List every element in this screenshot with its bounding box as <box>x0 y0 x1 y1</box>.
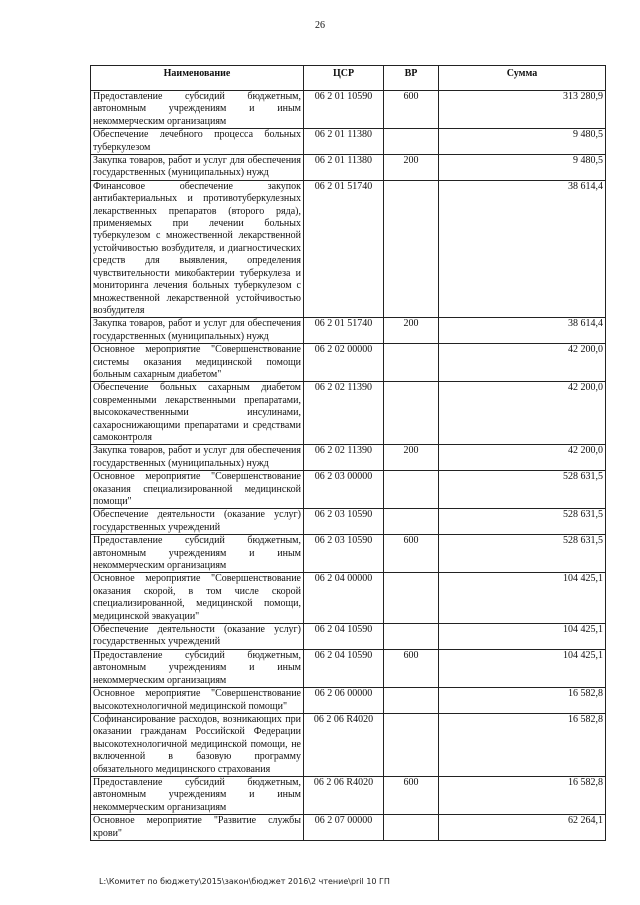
cell-csr: 06 2 07 00000 <box>304 815 384 841</box>
table-row <box>91 713 606 776</box>
table-row <box>91 445 606 471</box>
cell-csr: 06 2 01 51740 <box>304 180 384 317</box>
cell-csr: 06 2 06 R4020 <box>304 776 384 814</box>
table-body <box>91 91 606 841</box>
cell-vr <box>384 382 439 445</box>
cell-vr: 600 <box>384 649 439 687</box>
cell-vr: 600 <box>384 91 439 129</box>
cell-sum: 528 631,5 <box>439 535 606 573</box>
header-vr: ВР <box>384 66 439 91</box>
cell-sum: 104 425,1 <box>439 573 606 624</box>
cell-vr <box>384 129 439 155</box>
table-row <box>91 382 606 445</box>
cell-sum: 62 264,1 <box>439 815 606 841</box>
cell-name: Закупка товаров, работ и услуг для обеспечения государственных (муниципальных) нужд <box>91 318 304 344</box>
cell-csr: 06 2 02 11390 <box>304 445 384 471</box>
cell-sum: 16 582,8 <box>439 776 606 814</box>
table-header-row <box>91 66 606 91</box>
cell-csr: 06 2 01 11380 <box>304 155 384 181</box>
cell-vr <box>384 815 439 841</box>
cell-vr <box>384 180 439 317</box>
cell-sum: 9 480,5 <box>439 129 606 155</box>
table-row <box>91 624 606 650</box>
cell-sum: 9 480,5 <box>439 155 606 181</box>
cell-vr <box>384 688 439 714</box>
cell-name: Основное мероприятие "Развитие службы крови" <box>91 815 304 841</box>
page-number: 26 <box>315 20 325 31</box>
cell-csr: 06 2 01 51740 <box>304 318 384 344</box>
table-row <box>91 573 606 624</box>
cell-name: Обеспечение деятельности (оказание услуг) государственных учреждений <box>91 509 304 535</box>
table-row <box>91 91 606 129</box>
header-sum: Сумма <box>439 66 606 91</box>
header-name: Наименование <box>91 66 304 91</box>
cell-name: Предоставление субсидий бюджетным, автономным учреждениям и иным некоммерческим организациям <box>91 535 304 573</box>
cell-vr <box>384 713 439 776</box>
cell-name: Закупка товаров, работ и услуг для обеспечения государственных (муниципальных) нужд <box>91 155 304 181</box>
table-row <box>91 471 606 509</box>
cell-sum: 38 614,4 <box>439 180 606 317</box>
cell-vr: 200 <box>384 318 439 344</box>
cell-csr: 06 2 06 R4020 <box>304 713 384 776</box>
cell-sum: 104 425,1 <box>439 624 606 650</box>
cell-csr: 06 2 02 00000 <box>304 344 384 382</box>
cell-csr: 06 2 03 00000 <box>304 471 384 509</box>
cell-vr: 600 <box>384 535 439 573</box>
cell-sum: 16 582,8 <box>439 713 606 776</box>
table-row <box>91 318 606 344</box>
table-row <box>91 155 606 181</box>
cell-csr: 06 2 01 10590 <box>304 91 384 129</box>
cell-sum: 104 425,1 <box>439 649 606 687</box>
table-row <box>91 129 606 155</box>
cell-vr <box>384 344 439 382</box>
cell-name: Основное мероприятие "Совершенствование оказания скорой, в том числе скорой специализированной, медицинской помощи, медицинской эвакуации" <box>91 573 304 624</box>
table-row <box>91 180 606 317</box>
cell-sum: 528 631,5 <box>439 471 606 509</box>
cell-name: Основное мероприятие "Совершенствование оказания специализированной медицинской помощи" <box>91 471 304 509</box>
cell-sum: 42 200,0 <box>439 344 606 382</box>
table-row <box>91 688 606 714</box>
cell-name: Основное мероприятие "Совершенствование системы оказания медицинской помощи больным сахарным диабетом" <box>91 344 304 382</box>
cell-name: Предоставление субсидий бюджетным, автономным учреждениям и иным некоммерческим организациям <box>91 649 304 687</box>
cell-csr: 06 2 02 11390 <box>304 382 384 445</box>
cell-vr: 200 <box>384 445 439 471</box>
table-row <box>91 776 606 814</box>
cell-sum: 42 200,0 <box>439 445 606 471</box>
cell-name: Финансовое обеспечение закупок антибактериальных и противотуберкулезных лекарственных препаратов (второго ряда), применяемых при лечении больных туберкулезом с множественной лекарственной устойчивостью возбудителя, и диагностических средств для выявления, определения чувствительности микобактерии туберкулеза и мониторинга лечения больных туберкулезом с множественной лекарственной устойчивостью возбудителя <box>91 180 304 317</box>
cell-sum: 38 614,4 <box>439 318 606 344</box>
cell-vr <box>384 573 439 624</box>
budget-table <box>90 65 606 841</box>
cell-vr <box>384 509 439 535</box>
table-row <box>91 509 606 535</box>
cell-sum: 16 582,8 <box>439 688 606 714</box>
cell-name: Обеспечение больных сахарным диабетом современными лекарственными препаратами, высококачественными инсулинами, сахароснижающими препаратами и средствами самоконтроля <box>91 382 304 445</box>
cell-name: Основное мероприятие "Совершенствование высокотехнологичной медицинской помощи" <box>91 688 304 714</box>
cell-name: Закупка товаров, работ и услуг для обеспечения государственных (муниципальных) нужд <box>91 445 304 471</box>
cell-name: Предоставление субсидий бюджетным, автономным учреждениям и иным некоммерческим организациям <box>91 776 304 814</box>
cell-name: Обеспечение лечебного процесса больных туберкулезом <box>91 129 304 155</box>
header-csr: ЦСР <box>304 66 384 91</box>
cell-sum: 528 631,5 <box>439 509 606 535</box>
cell-csr: 06 2 04 10590 <box>304 624 384 650</box>
cell-csr: 06 2 06 00000 <box>304 688 384 714</box>
cell-name: Обеспечение деятельности (оказание услуг) государственных учреждений <box>91 624 304 650</box>
cell-csr: 06 2 03 10590 <box>304 509 384 535</box>
cell-csr: 06 2 04 10590 <box>304 649 384 687</box>
table-row <box>91 649 606 687</box>
table-row <box>91 344 606 382</box>
footer-file-path: L:\Комитет по бюджету\2015\закон\бюджет 2016\2 чтение\pril 10 ГП <box>99 877 390 886</box>
cell-vr: 200 <box>384 155 439 181</box>
cell-sum: 313 280,9 <box>439 91 606 129</box>
cell-vr <box>384 471 439 509</box>
cell-vr: 600 <box>384 776 439 814</box>
cell-sum: 42 200,0 <box>439 382 606 445</box>
cell-name: Предоставление субсидий бюджетным, автономным учреждениям и иным некоммерческим организациям <box>91 91 304 129</box>
table-row <box>91 535 606 573</box>
table-row <box>91 815 606 841</box>
cell-vr <box>384 624 439 650</box>
cell-csr: 06 2 01 11380 <box>304 129 384 155</box>
cell-name: Софинансирование расходов, возникающих при оказании гражданам Российской Федерации высокотехнологичной медицинской помощи, не включенной в базовую программу обязательного медицинского страхования <box>91 713 304 776</box>
cell-csr: 06 2 04 00000 <box>304 573 384 624</box>
cell-csr: 06 2 03 10590 <box>304 535 384 573</box>
